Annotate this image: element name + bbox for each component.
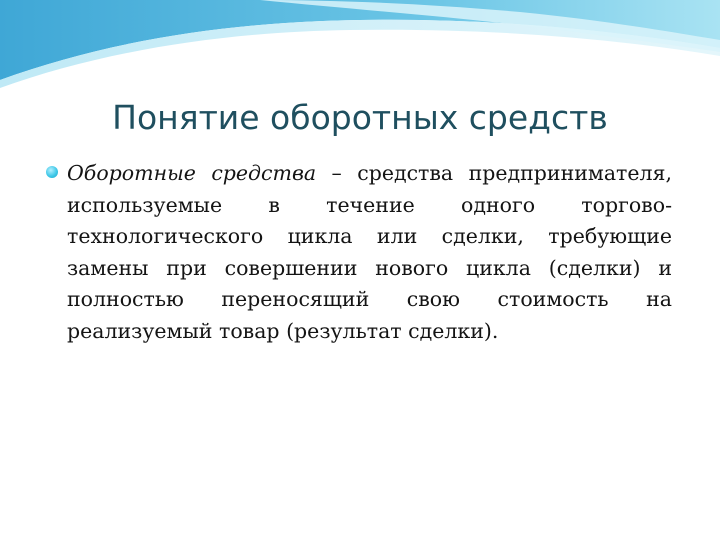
header-wave-decoration bbox=[0, 0, 720, 90]
bullet-list bbox=[46, 158, 672, 347]
definition-text: – средства предпринимателя, используемые в течение одного торгово-технологического цикла или сделки, требующие замены при совершении нового цикла (сделки) и полностью переносящий свою стоимость на реализуемый товар (результат сделки). bbox=[67, 161, 673, 343]
slide-title: Понятие оборотных средств bbox=[112, 98, 608, 137]
bullet-point-icon bbox=[46, 166, 58, 178]
term-label: Оборотные средства bbox=[67, 161, 317, 185]
definition-paragraph bbox=[67, 158, 672, 347]
